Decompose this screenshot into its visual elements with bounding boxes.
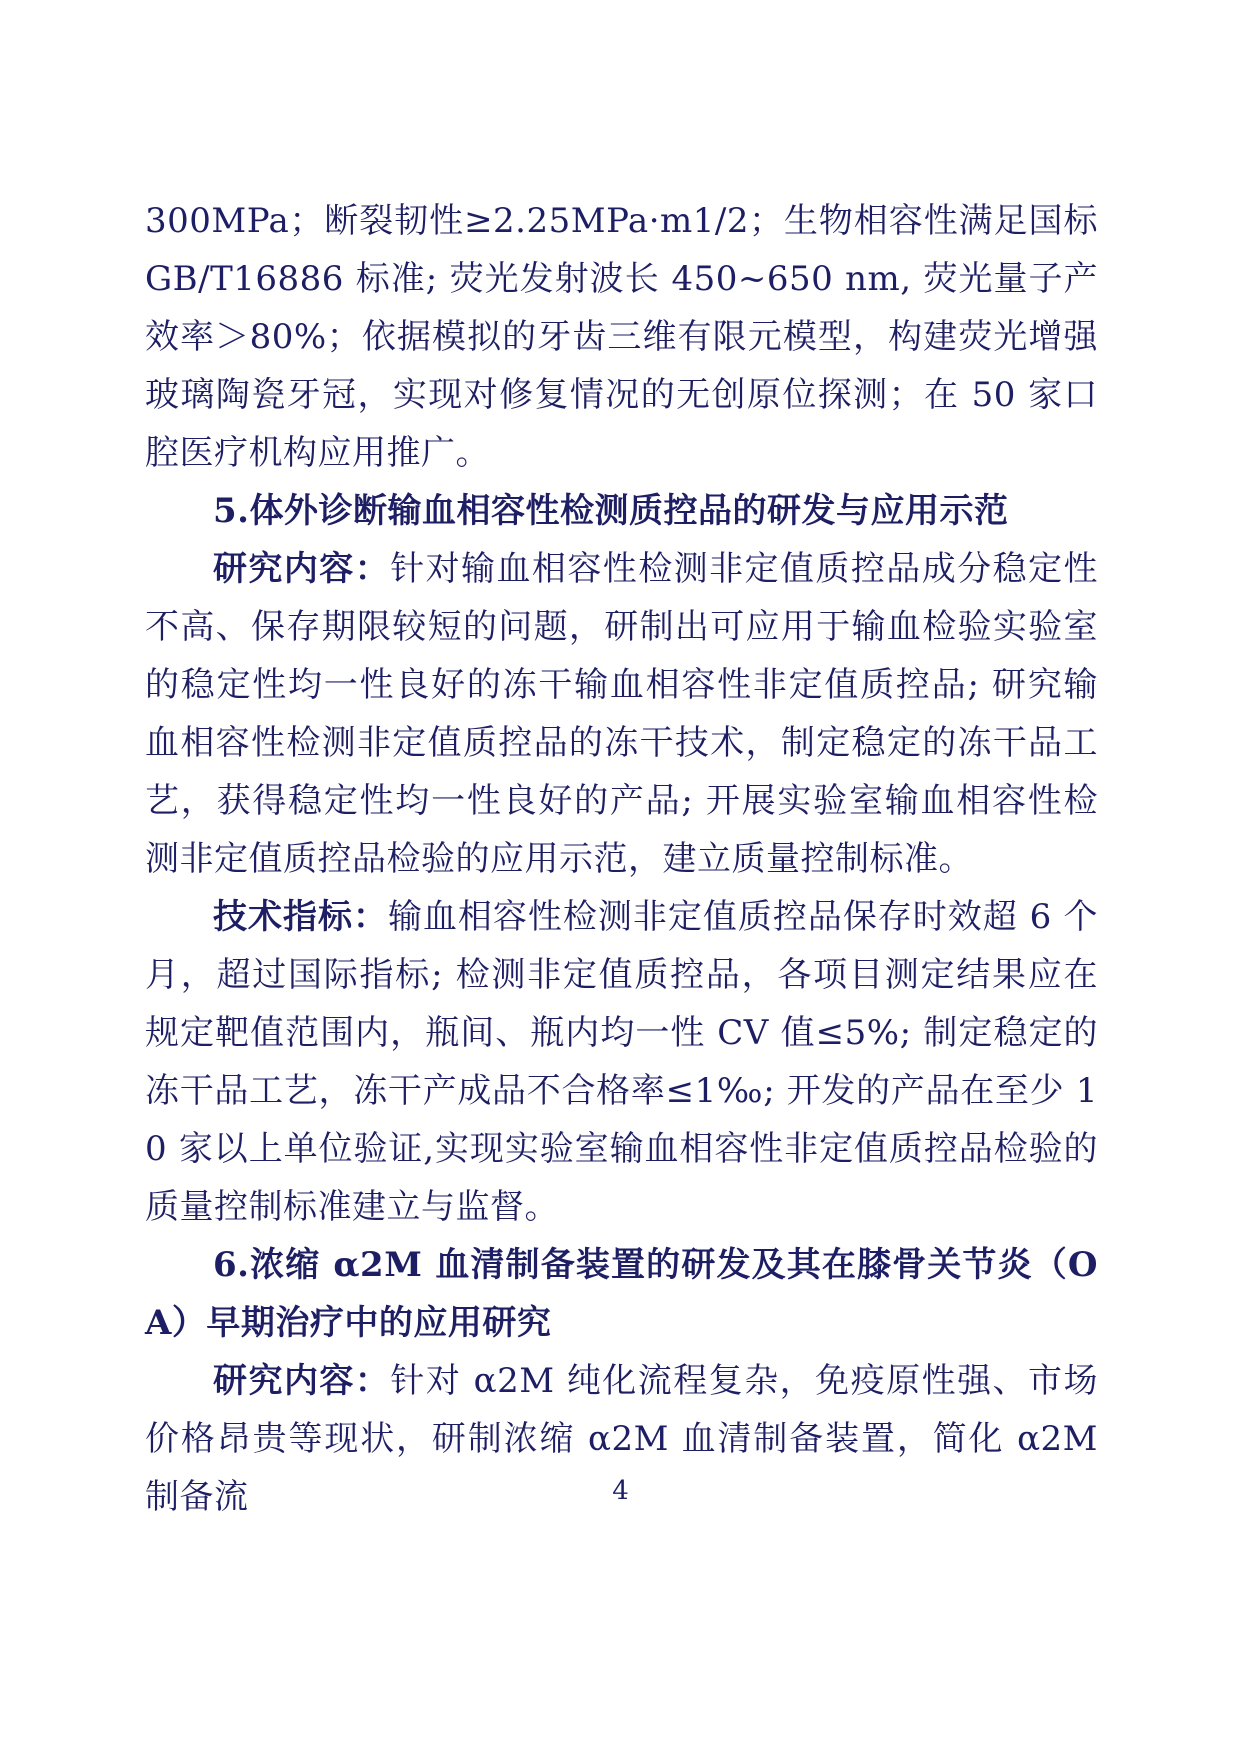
technical-indicators-label: 技术指标： xyxy=(213,897,388,937)
section-5-technical-indicators-paragraph xyxy=(145,888,1098,1236)
section-5-heading: 5.体外诊断输血相容性检测质控品的研发与应用示范 xyxy=(213,491,1009,531)
research-content-label-2: 研究内容： xyxy=(213,1361,391,1401)
technical-indicators-text: 输血相容性检测非定值质控品保存时效超 6 个月，超过国际指标; 检测非定值质控品，各项目测定结果应在规定靶值范围内，瓶间、瓶内均一性 CV 值≤5%; 制定稳定的冻干品工艺，冻干产成品不合格率≤1‰; 开发的产品在至少 10 家以上单位验证,实现实验室输血相容性非定值质控品检验的质量控制标准建立与监督。 xyxy=(145,897,1098,1227)
page-number: 4 xyxy=(612,1476,629,1506)
section-6-heading: 6.浓缩 α2M 血清制备装置的研发及其在膝骨关节炎（OA）早期治疗中的应用研究 xyxy=(145,1245,1098,1343)
research-content-text-2: 针对 α2M 纯化流程复杂，免疫原性强、市场价格昂贵等现状，研制浓缩 α2M 血清制备装置，简化 α2M 制备流 xyxy=(145,1361,1098,1517)
research-content-text: 针对输血相容性检测非定值质控品成分稳定性不高、保存期限较短的问题，研制出可应用于输血检验实验室的稳定性均一性良好的冻干输血相容性非定值质控品; 研究输血相容性检测非定值质控品的冻干技术，制定稳定的冻干品工艺，获得稳定性均一性良好的产品; 开展实验室输血相容性检测非定值质控品检验的应用示范，建立质量控制标准。 xyxy=(145,549,1098,879)
document-content xyxy=(145,192,1098,1526)
section-5-research-content-paragraph xyxy=(145,540,1098,888)
page-footer xyxy=(0,1476,1241,1506)
paragraph-continuation: 300MPa；断裂韧性≥2.25MPa·m1/2；生物相容性满足国标 GB/T16886 标准; 荧光发射波长 450~650 nm, 荧光量子产效率＞80%；依据模拟的牙齿三维有限元模型，构建荧光增强玻璃陶瓷牙冠，实现对修复情况的无创原位探测；在 50 家口腔医疗机构应用推广。 xyxy=(145,201,1098,473)
research-content-label: 研究内容： xyxy=(213,549,391,589)
